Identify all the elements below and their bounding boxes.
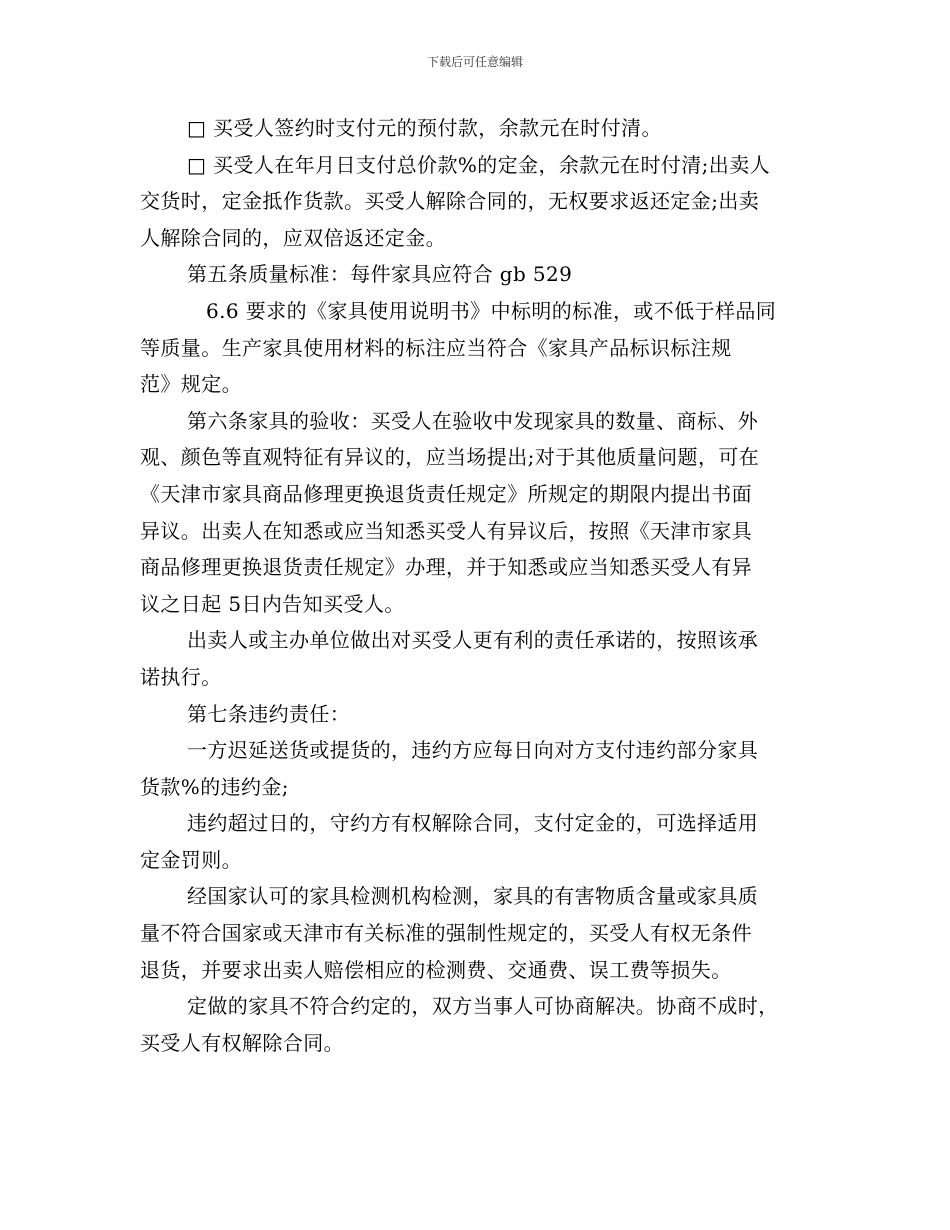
page-header-note: 下载后可任意编辑: [426, 55, 523, 69]
paragraph-delay-line-2: 货款%的违约金;: [140, 774, 289, 799]
paragraph-prepayment: □ 买受人签约时支付元的预付款，余款元在时付清。: [187, 116, 662, 140]
paragraph-quality-line-2: 等质量。生产家具使用材料的标注应当符合《家具产品标识标注规: [140, 335, 732, 360]
paragraph-custom-line-1: 定做的家具不符合约定的，双方当事人可协商解决。协商不成时，: [187, 994, 779, 1019]
paragraph-promise-line-2: 诺执行。: [140, 664, 222, 689]
article-6-line-6: 议之日起 5日内告知买受人。: [140, 591, 405, 616]
document-body: [140, 110, 812, 1061]
paragraph-inspection-line-3: 退货，并要求出卖人赔偿相应的检测费、交通费、误工费等损失。: [140, 957, 732, 982]
paragraph-promise-line-1: 出卖人或主办单位做出对买受人更有利的责任承诺的，按照该承: [187, 628, 759, 653]
paragraph-quality-line-1: 6.6 要求的《家具使用说明书》中标明的标准，或不低于样品同: [206, 298, 777, 323]
paragraph-custom-line-2: 买受人有权解除合同。: [140, 1030, 344, 1055]
paragraph-quality-line-3: 范》规定。: [140, 372, 242, 397]
paragraph-termination-line-2: 定金罚则。: [140, 847, 242, 872]
article-5-heading: 第五条质量标准：每件家具应符合 gb 529: [187, 262, 573, 287]
paragraph-termination-line-1: 违约超过日的，守约方有权解除合同，支付定金的，可选择适用: [187, 811, 759, 836]
paragraph-delay-line-1: 一方迟延送货或提货的，违约方应每日向对方支付违约部分家具: [187, 738, 759, 763]
article-6-line-5: 商品修理更换退货责任规定》办理，并于知悉或应当知悉买受人有异: [140, 555, 752, 580]
article-7-heading: 第七条违约责任：: [187, 701, 351, 726]
paragraph-inspection-line-2: 量不符合国家或天津市有关标准的强制性规定的，买受人有权无条件: [140, 921, 752, 946]
article-6-line-1: 第六条家具的验收：买受人在验收中发现家具的数量、商标、外: [187, 408, 759, 433]
article-6-line-2: 观、颜色等直观特征有异议的，应当场提出;对于其他质量问题，可在: [140, 445, 760, 470]
paragraph-deposit-line-1: □ 买受人在年月日支付总价款%的定金，余款元在时付清;出卖人: [187, 152, 770, 177]
article-6-line-3: 《天津市家具商品修理更换退货责任规定》所规定的期限内提出书面: [140, 481, 752, 506]
paragraph-deposit-line-3: 人解除合同的，应双倍返还定金。: [140, 225, 446, 250]
paragraph-inspection-line-1: 经国家认可的家具检测机构检测，家具的有害物质含量或家具质: [187, 884, 759, 909]
article-6-line-4: 异议。出卖人在知悉或应当知悉买受人有异议后，按照《天津市家具: [140, 518, 752, 543]
paragraph-deposit-line-2: 交货时，定金抵作货款。买受人解除合同的，无权要求返还定金;出卖: [140, 189, 760, 214]
